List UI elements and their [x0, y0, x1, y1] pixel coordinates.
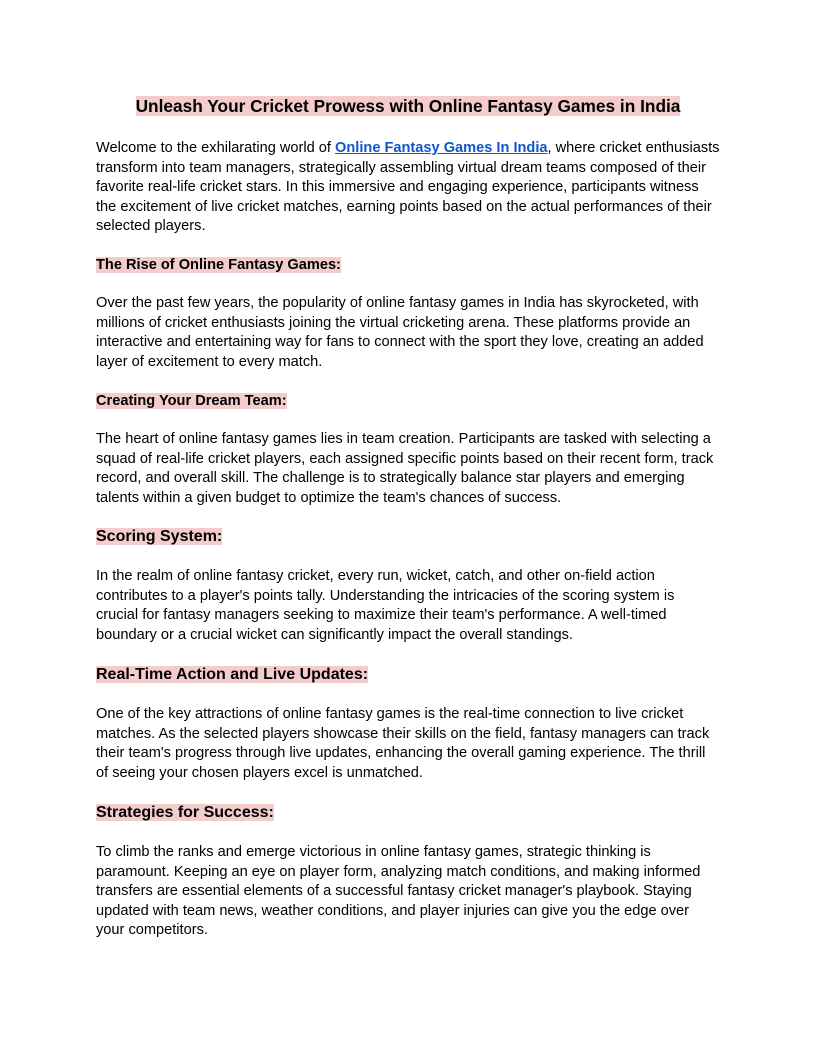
title-wrapper	[96, 95, 720, 117]
section-heading-live-updates	[96, 665, 368, 685]
section-body-rise: Over the past few years, the popularity of online fantasy games in India has skyrocketed, with millions of cricket enthusiasts joining the virtual cricketing arena. These platforms provide an interactive and entertaining way for fans to connect with the sport they love, creating an added layer of excitement to every match.	[96, 295, 704, 370]
section-body-scoring: In the realm of online fantasy cricket, every run, wicket, catch, and other on-field action contributes to a player's points tally. Understanding the intricacies of the scoring system is crucial for fantasy managers seeking to maximize their team's performance. A well-timed boundary or a crucial wicket can significantly impact the overall standings.	[96, 568, 675, 643]
section-body-dream-team: The heart of online fantasy games lies in team creation. Participants are tasked with selecting a squad of real-life cricket players, each assigned specific points based on their recent form, track record, and overall skill. The challenge is to strategically balance star players and emerging talents within a given budget to optimize the team's chances of success.	[96, 431, 714, 506]
section-heading-scoring-text: Scoring System:	[96, 528, 223, 545]
section-heading-scoring	[96, 527, 222, 547]
online-fantasy-games-link[interactable]: Online Fantasy Games In India	[335, 140, 548, 156]
section-body-strategies: To climb the ranks and emerge victorious in online fantasy games, strategic thinking is paramount. Keeping an eye on player form, analyzing match conditions, and making informed transfers are essential elements of a successful fantasy cricket manager's playbook. Staying updated with team news, weather conditions, and player injuries can give you the edge over your competitors.	[96, 844, 701, 939]
intro-text-after-link: , where cricket enthusiasts transform into team managers, strategically assembling virtual dream teams composed of their favorite real-life cricket stars. In this immersive and engaging experience, participants witness the excitement of live cricket matches, earning points based on the actual performances of their selected players.	[96, 140, 720, 235]
intro-paragraph	[96, 139, 720, 237]
section-heading-dream-team-text: Creating Your Dream Team:	[96, 393, 287, 409]
section-heading-dream-team	[96, 392, 287, 411]
section-heading-strategies-text: Strategies for Success:	[96, 804, 274, 821]
page-title: Unleash Your Cricket Prowess with Online Fantasy Games in India	[135, 96, 681, 116]
intro-text-before-link: Welcome to the exhilarating world of	[96, 140, 336, 156]
section-heading-strategies	[96, 803, 274, 823]
section-heading-rise-text: The Rise of Online Fantasy Games:	[96, 257, 341, 273]
section-heading-rise	[96, 256, 341, 275]
section-body-live-updates: One of the key attractions of online fantasy games is the real-time connection to live cricket matches. As the selected players showcase their skills on the field, fantasy managers can track their team's progress through live updates, enhancing the overall gaming experience. The thrill of seeing your chosen players excel is unmatched.	[96, 706, 710, 781]
section-heading-live-updates-text: Real-Time Action and Live Updates:	[96, 666, 369, 683]
